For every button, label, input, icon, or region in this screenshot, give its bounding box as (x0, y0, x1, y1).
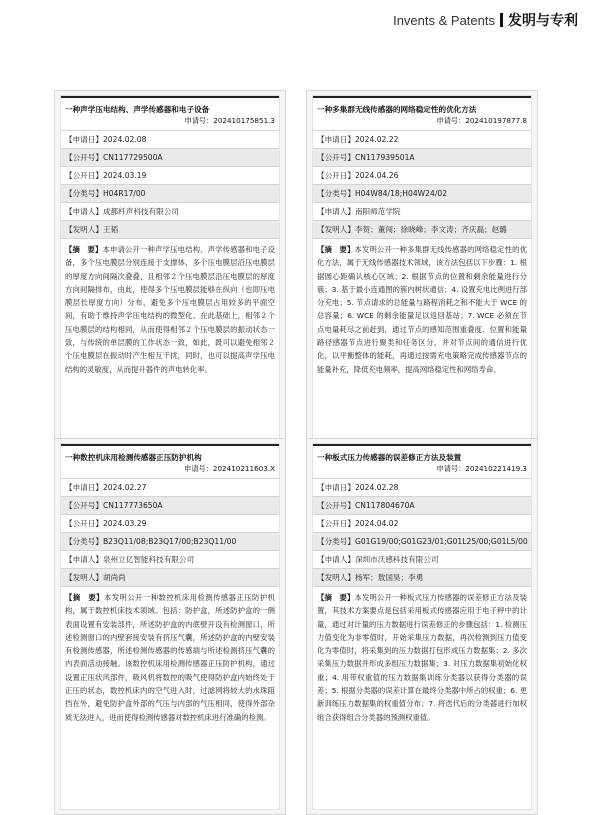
abstract-label: 【摘 要】 (317, 593, 355, 602)
publication-number: 【公开号】CN117729500A (61, 148, 279, 166)
applicant: 【申请人】成都纤声科技有限公司 (61, 202, 279, 220)
abstract-text: 本发明公开一种数控机床用检测传感器正压防护机构，属于数控机床技术领域。包括：防护盒，所述防护盒的一侧表面设置有安装部件，所述防护盒的内底壁开设有检测窗口，所述检测窗口的内壁套接安装有挤压气囊，所述防护盒的内壁安装有检测传感器，所述检测传感器的传感端与所述检测挤压气囊的内表面活动接触。该数控机床用检测传感器正压防护机构，通过设置正压状风部件，吸风机将数控的吸气使得防护盒内始终处于正压的状态，数控机床内的空气进入时，过滤网将较大的水珠阻挡在外，避免防护盒外部的气压与内部的气压相同，使得外部杂质无法进入，进而使得检测传感器对数控机床进行准确的检测。 (65, 593, 275, 722)
patent-title: 一种多集群无线传感器的网络稳定性的优化方法 (313, 96, 531, 116)
abstract (61, 238, 279, 461)
patent-card (54, 438, 286, 815)
application-number: 申请号：202410175851.3 (184, 116, 275, 125)
inventor: 【发明人】李贺；董闯；徐晓峰；李文涛；齐庆磊；赵璐 (313, 220, 531, 238)
abstract (313, 238, 531, 461)
patent-title: 一种板式压力传感器的误差修正方法及装置 (313, 444, 531, 464)
inventor: 【发明人】杨军；敖国昊；李勇 (313, 568, 531, 586)
publication-date: 【公开日】2024.04.26 (313, 166, 531, 184)
application-number: 申请号：202410197877.8 (436, 116, 527, 125)
publication-date: 【公开日】2024.03.19 (61, 166, 279, 184)
patent-title: 一种数控机床用检测传感器正压防护机构 (61, 444, 279, 464)
classification-number: 【分类号】H04R17/00 (61, 184, 279, 202)
applicant: 【申请人】深圳市沃感科技有限公司 (313, 550, 531, 568)
filing-date: 【申请日】2024.02.27 (61, 478, 279, 496)
patent-card (306, 90, 538, 467)
inventor: 【发明人】王韬 (61, 220, 279, 238)
filing-date: 【申请日】2024.02.08 (61, 130, 279, 148)
patent-card (306, 438, 538, 815)
page-header (393, 10, 578, 30)
header-chinese-title: 发明与专利 (508, 13, 578, 29)
publication-number: 【公开号】CN117804670A (313, 496, 531, 514)
abstract-label: 【摘 要】 (317, 245, 355, 254)
publication-date: 【公开日】2024.04.02 (313, 514, 531, 532)
abstract (61, 586, 279, 809)
abstract-label: 【摘 要】 (65, 593, 104, 602)
abstract-text: 本发明公开一种多集群无线传感器的网络稳定性的优化方法，属于无线传感器技术领域，该方法包括以下步骤：1. 根据圆心距确认核心区域；2. 根据节点的位置和剩余能量进行分簇；3. 基于最小连通图的簇内树状通信；4. 设置充电比例进行部分充电；5. 节点请求的总能量与路程消耗之和不能大于 WCE 的总容量；6. WCE 的剩余能量足以返回基站；7. WCE 必须在节点电量耗尽之前赶到，通过节点的感知范围重叠度、位置和能量路径感器节点进行聚类和任务区分，并对节点间的通信进行优化，以平衡整体的能耗，再通过按需充电策略完成传感器节点的能量补充，降低充电频率，提高网络稳定性和网络寿命。 (317, 245, 527, 374)
abstract (313, 586, 531, 809)
classification-number: 【分类号】H04W84/18;H04W24/02 (313, 184, 531, 202)
application-number: 申请号：202410221419.3 (436, 464, 527, 473)
inventor: 【发明人】胡尚尚 (61, 568, 279, 586)
applicant: 【申请人】泉州立亿智能科技有限公司 (61, 550, 279, 568)
publication-number: 【公开号】CN117773650A (61, 496, 279, 514)
abstract-text: 本发明公开一种板式压力传感器的误差修正方法及装置，其技术方案要点是包括采用板式传感器应用于电子秤中的计量，通过对计量的压力数据进行误差修正的步骤包括：1. 检测压力值变化为非零值时，开始采集压力数据，再次检测到压力值变化为零值时，将采集到的压力数据打包形成压力数据集；2. 多次采集压力数据并形成多组压力数据集；3. 对压力数据集初始化权重；4. 用带权重值的压力数据集训练分类器以获得分类器的误差；5. 根据分类器的误差计算在最终分类器中所占的权重；6. 更新训练压力数据集的权重值分布；7. 将迭代后的分类器进行加权组合获得组合分类器的预测权重值。 (317, 593, 527, 722)
header-divider (500, 13, 503, 27)
application-number: 申请号：202410211603.X (184, 464, 275, 473)
patent-card (54, 90, 286, 467)
classification-number: 【分类号】B23Q11/08;B23Q17/00;B23Q11/00 (61, 532, 279, 550)
publication-number: 【公开号】CN117939501A (313, 148, 531, 166)
patent-title: 一种声学压电结构、声学传感器和电子设备 (61, 96, 279, 116)
publication-date: 【公开日】2024.03.29 (61, 514, 279, 532)
filing-date: 【申请日】2024.02.22 (313, 130, 531, 148)
abstract-text: 本申请公开一种声学压电结构、声学传感器和电子设备，多个压电膜层分别连接于支撑体，多个压电膜层沿压电膜层的厚度方向间隔次叠叠，且相邻２个压电膜层沿压电膜层的厚度方向间隔排布，由此，使得多个压电膜层能够在纵向（也即压电膜层长厚度方向）分布，避免多个压电膜层占用较多的平面空间，有助于维持声学压电结构的微型化。在此基础上，相邻２个压电膜层的结构相同，从而使得相邻２个压电膜层的振动状态一致，与传统的单层膜的工作状态一致，如此，既可以避免相邻２个压电膜层在振动时产生相互干扰，同时，也可以提高声学压电结构的灵敏度，从而提升器件的声电转化率。 (65, 245, 275, 374)
header-english-title: Invents & Patents (393, 12, 495, 28)
applicant: 【申请人】南阳师范学院 (313, 202, 531, 220)
filing-date: 【申请日】2024.02.28 (313, 478, 531, 496)
classification-number: 【分类号】G01G19/00;G01G23/01;G01L25/00;G01L5/00 (313, 532, 531, 550)
abstract-label: 【摘 要】 (65, 245, 103, 254)
